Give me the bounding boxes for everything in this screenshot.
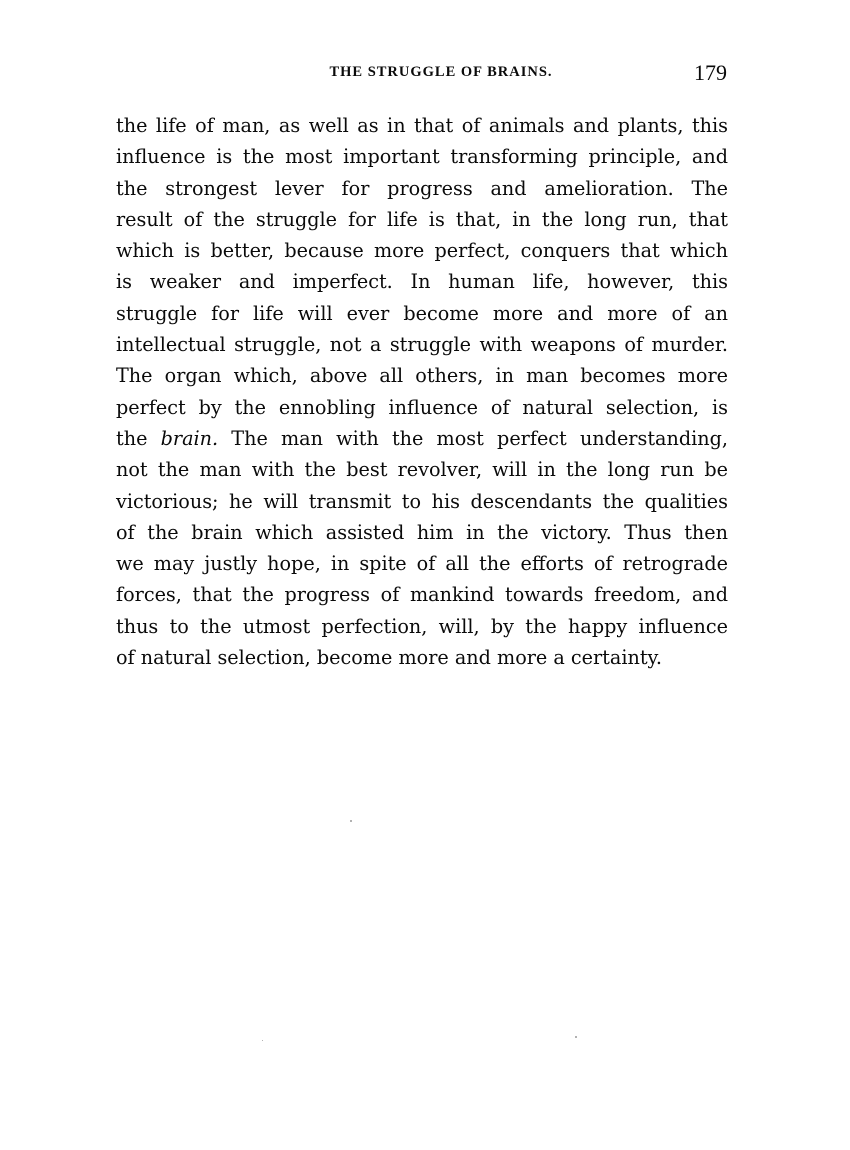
text-line: victorious; he will transmit to his descendants the qualities [116,489,728,513]
text-line: forces, that the progress of mankind towards freedom, and [116,583,728,607]
text-line: thus to the utmost perfection, will, by the happy influence [116,614,728,638]
text-line: of natural selection, become more and more a certainty. [116,646,662,670]
text-line: struggle for life will ever become more and more of an [116,301,728,325]
text-line: the life of man, as well as in that of animals and plants, this [116,114,728,137]
text-line: intellectual struggle, not a struggle with weapons of murder. [116,333,728,357]
text-line: influence is the most important transforming principle, and [116,145,728,169]
paper-speck [575,1036,577,1038]
text-line: of the brain which assisted him in the victory. Thus then [116,520,728,544]
text-line: The organ which, above all others, in man becomes more [116,364,728,388]
running-head [115,62,727,90]
body-paragraph [116,110,728,673]
paper-speck [350,820,352,822]
page-number: 179 [694,60,727,85]
text-line: not the man with the best revolver, will in the long run be [116,458,728,482]
text-line: perfect by the ennobling influence of natural selection, is [116,395,728,419]
text-line: is weaker and imperfect. In human life, however, this [116,270,728,294]
italic-word: brain. [160,426,219,450]
text-line: the strongest lever for progress and amelioration. The [116,176,728,200]
text-line: we may justly hope, in spite of all the efforts of retrograde [116,552,728,576]
text-segment: the [116,426,161,450]
text-line-with-italic [116,423,728,454]
paper-speck [262,1040,263,1041]
text-segment: The man with the most perfect understanding, [218,426,728,450]
text-line: result of the struggle for life is that, in the long run, that [116,207,728,231]
text-line: which is better, because more perfect, conquers that which [116,239,728,263]
running-title: THE STRUGGLE OF BRAINS. [329,64,553,80]
